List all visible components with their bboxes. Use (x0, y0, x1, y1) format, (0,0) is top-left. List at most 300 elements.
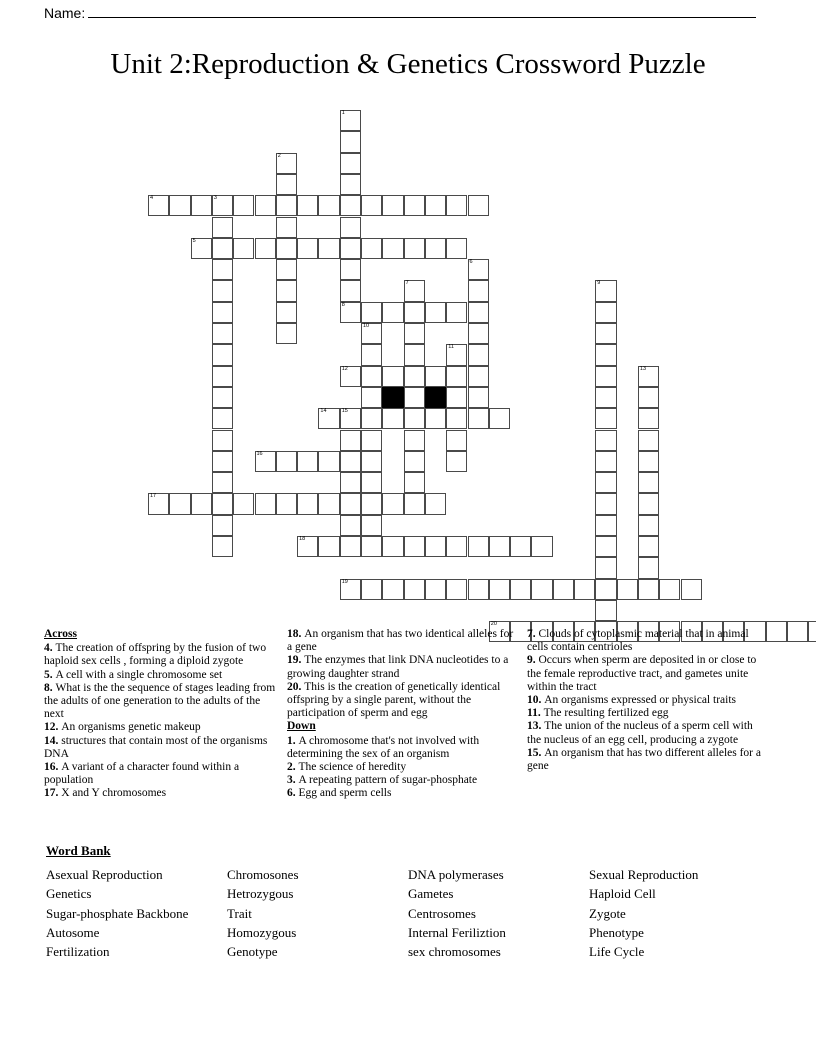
crossword-cell[interactable] (468, 280, 489, 301)
crossword-cell[interactable] (361, 323, 382, 344)
crossword-cell[interactable] (638, 451, 659, 472)
crossword-cell[interactable] (276, 302, 297, 323)
crossword-cell[interactable] (595, 472, 616, 493)
crossword-cell[interactable] (638, 472, 659, 493)
cell-number: 20 (490, 621, 497, 628)
crossword-cell[interactable] (404, 366, 425, 387)
crossword-cell[interactable] (446, 366, 467, 387)
clue-text: A variant of a character found within a population (44, 761, 240, 787)
crossword-cell[interactable] (191, 238, 212, 259)
crossword-cell[interactable] (595, 515, 616, 536)
crossword-cell[interactable] (340, 153, 361, 174)
crossword-cell[interactable] (595, 344, 616, 365)
crossword-cell[interactable] (233, 195, 254, 216)
word-bank-word[interactable]: Genotype (227, 944, 278, 960)
word-bank-column-1 (46, 865, 227, 961)
crossword-cell[interactable] (276, 493, 297, 514)
word-bank-word[interactable]: Autosome (46, 924, 100, 940)
crossword-cell[interactable] (468, 408, 489, 429)
cell-number: 1 (341, 110, 345, 116)
crossword-cell[interactable] (318, 536, 339, 557)
crossword-cell[interactable] (425, 366, 446, 387)
crossword-cell[interactable] (361, 408, 382, 429)
crossword-cell[interactable] (340, 280, 361, 301)
crossword-cell[interactable] (361, 344, 382, 365)
cell-number: 17 (150, 493, 157, 500)
crossword-cell[interactable] (659, 579, 680, 600)
word-bank-column-2 (227, 865, 408, 961)
crossword-cell[interactable] (595, 493, 616, 514)
cell-number: 11 (448, 344, 454, 351)
word-bank-word[interactable]: Life Cycle (589, 944, 645, 960)
clue-number: 20. (287, 680, 305, 693)
clue-number: 1. (287, 734, 299, 747)
crossword-cell[interactable] (404, 238, 425, 259)
crossword-cell[interactable] (531, 579, 552, 600)
crossword-cell[interactable] (212, 344, 233, 365)
crossword-cell[interactable] (297, 451, 318, 472)
clue-text: X and Y chromosomes (61, 787, 167, 800)
clue-number: 8. (44, 681, 56, 694)
crossword-cell[interactable] (276, 217, 297, 238)
crossword-cell[interactable] (468, 366, 489, 387)
clue-down-2 (287, 761, 519, 774)
clue-text: Egg and sperm cells (298, 787, 392, 800)
crossword-cell[interactable] (169, 195, 190, 216)
word-bank-word[interactable]: Homozygous (227, 924, 297, 940)
crossword-cell[interactable] (404, 344, 425, 365)
clue-down-11 (527, 707, 764, 720)
clue-text: This is the creation of genetically identical offspring by a single parent, without the participation of sperm and egg (287, 680, 501, 720)
crossword-cell[interactable] (446, 536, 467, 557)
crossword-cell[interactable] (808, 621, 816, 642)
crossword-cell[interactable] (404, 323, 425, 344)
crossword-cell[interactable] (404, 430, 425, 451)
word-bank-word[interactable]: Centrosomes (408, 905, 476, 921)
cell-number: 2 (277, 152, 281, 159)
crossword-cell[interactable] (212, 302, 233, 323)
clue-text: structures that contain most of the organisms DNA (44, 734, 268, 760)
clue-text: Clouds of cytoplasmic material that in animal cells contain centrioles (527, 628, 749, 654)
crossword-cell[interactable] (404, 451, 425, 472)
crossword-cell[interactable] (340, 302, 361, 323)
crossword-cell[interactable] (446, 579, 467, 600)
crossword-cell[interactable] (276, 323, 297, 344)
crossword-cell[interactable] (318, 408, 339, 429)
cell-number: 18 (299, 536, 306, 542)
crossword-cell[interactable] (361, 579, 382, 600)
crossword-cell[interactable] (276, 195, 297, 216)
crossword-cell[interactable] (297, 238, 318, 259)
clue-number: 10. (527, 694, 545, 707)
clue-down-1 (287, 735, 519, 761)
crossword-cell[interactable] (595, 323, 616, 344)
crossword-cell[interactable] (361, 536, 382, 557)
crossword-cell[interactable] (595, 557, 616, 578)
crossword-cell[interactable] (468, 259, 489, 280)
clue-text: What is the the sequence of stages leading from the adults of one generation to the adults of the next (44, 681, 276, 721)
crossword-cell[interactable] (340, 579, 361, 600)
cell-number: 3 (213, 195, 217, 202)
clue-number: 5. (44, 668, 56, 681)
crossword-cell[interactable] (638, 493, 659, 514)
crossword-cell[interactable] (404, 195, 425, 216)
cell-number: 7 (405, 280, 409, 287)
crossword-cell[interactable] (681, 579, 702, 600)
crossword-cell[interactable] (340, 110, 361, 131)
clue-across-16 (44, 761, 279, 787)
clue-across-18 (287, 628, 519, 654)
crossword-cell[interactable] (574, 579, 595, 600)
crossword-cell[interactable] (340, 493, 361, 514)
crossword-cell[interactable] (318, 195, 339, 216)
word-bank-word[interactable]: Asexual Reproduction (46, 867, 163, 882)
crossword-cell[interactable] (361, 302, 382, 323)
crossword-cell[interactable] (212, 259, 233, 280)
clue-across-8 (44, 682, 279, 722)
crossword-cell[interactable] (191, 195, 212, 216)
crossword-cell[interactable] (446, 238, 467, 259)
crossword-cell[interactable] (468, 195, 489, 216)
word-bank-word[interactable]: Sugar-phosphate Backbone (46, 905, 189, 921)
cell-number: 10 (363, 323, 370, 329)
crossword-cell[interactable] (191, 493, 212, 514)
crossword-cell[interactable] (361, 472, 382, 493)
crossword-cell[interactable] (638, 366, 659, 387)
clue-column-1 (44, 628, 287, 801)
word-bank-word[interactable]: Genetics (46, 886, 92, 902)
crossword-cell[interactable] (318, 493, 339, 514)
crossword-cell[interactable] (446, 387, 467, 408)
crossword-cell[interactable] (489, 579, 510, 600)
crossword-cell[interactable] (638, 515, 659, 536)
crossword-cell[interactable] (212, 430, 233, 451)
crossword-cell[interactable] (297, 493, 318, 514)
crossword-cell[interactable] (212, 451, 233, 472)
clue-text: The enzymes that link DNA nucleotides to a growing daughter strand (287, 654, 509, 680)
name-blank-line[interactable] (88, 4, 756, 18)
word-bank-grid (46, 865, 772, 961)
crossword-cell[interactable] (255, 195, 276, 216)
crossword-cell[interactable] (318, 451, 339, 472)
crossword-cell[interactable] (318, 238, 339, 259)
word-bank-section (46, 843, 772, 961)
cell-number: 6 (469, 259, 473, 266)
word-bank-word[interactable]: Trait (227, 905, 252, 921)
clue-text: An organism that has two different alleles for a gene (527, 746, 761, 773)
word-bank-word[interactable]: Fertilization (46, 944, 110, 960)
crossword-cell[interactable] (340, 238, 361, 259)
crossword-cell[interactable] (148, 195, 169, 216)
crossword-cell[interactable] (425, 238, 446, 259)
crossword-cell[interactable] (361, 387, 382, 408)
clue-text: Occurs when sperm are deposited in or close to the female reproductive tract, and gametes unite within the tract (527, 654, 757, 693)
clue-number: 17. (44, 787, 62, 800)
cell-number: 9 (597, 280, 601, 287)
crossword-cell[interactable] (382, 238, 403, 259)
word-bank-word[interactable]: Gametes (408, 886, 454, 902)
crossword-cell[interactable] (340, 195, 361, 216)
crossword-cell[interactable] (595, 302, 616, 323)
clue-number: 14. (44, 734, 62, 747)
crossword-cell[interactable] (553, 579, 574, 600)
crossword-cell[interactable] (489, 536, 510, 557)
crossword-cell[interactable] (212, 536, 233, 557)
crossword-cell[interactable] (638, 408, 659, 429)
clue-down-7 (527, 628, 764, 654)
clue-column-3 (527, 628, 772, 773)
word-bank-column-4 (589, 865, 770, 961)
crossword-cell[interactable] (340, 515, 361, 536)
crossword-block-cell (425, 387, 446, 408)
clue-text: An organism that has two identical alleles for a gene (287, 628, 514, 654)
crossword-cell[interactable] (446, 408, 467, 429)
clue-number: 4. (44, 642, 56, 655)
word-bank-word[interactable]: Phenotype (589, 924, 644, 940)
clue-text: The union of the nucleus of a sperm cell with the nucleus of an egg cell, producing a zygote (527, 720, 753, 746)
word-bank-word[interactable]: Hetrozygous (227, 886, 294, 902)
crossword-cell[interactable] (212, 408, 233, 429)
crossword-cell[interactable] (425, 408, 446, 429)
word-bank-word[interactable]: Sexual Reproduction (589, 867, 699, 882)
clue-text: The creation of offspring by the fusion of two haploid sex cells , forming a diploid zygote (44, 642, 267, 668)
crossword-cell[interactable] (595, 280, 616, 301)
clue-across-19 (287, 654, 519, 680)
crossword-cell[interactable] (595, 536, 616, 557)
clues-section (44, 628, 772, 801)
crossword-cell[interactable] (340, 131, 361, 152)
crossword-cell[interactable] (255, 238, 276, 259)
clue-across-12 (44, 721, 279, 734)
crossword-cell[interactable] (212, 493, 233, 514)
crossword-cell[interactable] (638, 536, 659, 557)
crossword-cell[interactable] (595, 408, 616, 429)
crossword-cell[interactable] (340, 472, 361, 493)
crossword-cell[interactable] (468, 387, 489, 408)
clue-number: 2. (287, 761, 299, 774)
crossword-cell[interactable] (361, 493, 382, 514)
crossword-cell[interactable] (595, 387, 616, 408)
clue-number: 16. (44, 761, 62, 774)
cell-number: 4 (150, 195, 154, 202)
crossword-cell[interactable] (425, 302, 446, 323)
crossword-cell[interactable] (510, 536, 531, 557)
crossword-cell[interactable] (233, 238, 254, 259)
crossword-cell[interactable] (638, 430, 659, 451)
clue-across-17 (44, 787, 279, 800)
cell-number: 14 (320, 408, 327, 415)
cell-number: 5 (192, 237, 196, 244)
name-label: Name: (44, 5, 86, 21)
crossword-cell[interactable] (617, 579, 638, 600)
page-title: Unit 2:Reproduction & Genetics Crossword Puzzle (110, 48, 706, 80)
crossword-cell[interactable] (233, 493, 254, 514)
crossword-cell[interactable] (276, 451, 297, 472)
cell-number: 13 (639, 365, 647, 372)
word-bank-word[interactable]: Zygote (589, 905, 626, 921)
crossword-cell[interactable] (489, 408, 510, 429)
word-bank-heading: Word Bank (46, 843, 111, 858)
crossword-cell[interactable] (297, 536, 318, 557)
word-bank-column-3 (408, 865, 589, 961)
name-row (44, 4, 756, 21)
crossword-cell[interactable] (382, 536, 403, 557)
crossword-cell[interactable] (361, 238, 382, 259)
crossword-cell[interactable] (212, 472, 233, 493)
crossword-cell[interactable] (382, 408, 403, 429)
crossword-cell[interactable] (446, 302, 467, 323)
across-heading: Across (44, 628, 78, 640)
crossword-cell[interactable] (595, 579, 616, 600)
crossword-cell[interactable] (340, 259, 361, 280)
crossword-cell[interactable] (468, 323, 489, 344)
crossword-cell[interactable] (382, 493, 403, 514)
crossword-cell[interactable] (468, 302, 489, 323)
clue-number: 6. (287, 787, 299, 800)
down-heading: Down (287, 720, 316, 733)
clue-across-4 (44, 642, 279, 668)
crossword-cell[interactable] (638, 387, 659, 408)
crossword-cell[interactable] (169, 493, 190, 514)
crossword-cell[interactable] (446, 451, 467, 472)
crossword-cell[interactable] (468, 536, 489, 557)
clue-down-9 (527, 654, 764, 694)
word-bank-word[interactable]: sex chromosomes (408, 944, 501, 960)
crossword-cell[interactable] (212, 323, 233, 344)
cell-number: 8 (341, 301, 345, 308)
clue-across-20 (287, 681, 519, 721)
crossword-cell[interactable] (404, 408, 425, 429)
crossword-cell[interactable] (361, 451, 382, 472)
crossword-cell[interactable] (468, 579, 489, 600)
crossword-cell[interactable] (595, 451, 616, 472)
word-bank-word[interactable]: Internal Feriliztion (408, 924, 506, 940)
clue-number: 15. (527, 746, 545, 759)
crossword-cell[interactable] (595, 430, 616, 451)
crossword-cell[interactable] (340, 408, 361, 429)
crossword-cell[interactable] (340, 536, 361, 557)
crossword-cell[interactable] (510, 579, 531, 600)
crossword-cell[interactable] (404, 536, 425, 557)
crossword-cell[interactable] (382, 195, 403, 216)
crossword-cell[interactable] (212, 238, 233, 259)
crossword-cell[interactable] (340, 217, 361, 238)
crossword-cell[interactable] (425, 579, 446, 600)
clue-text: The science of heredity (298, 761, 407, 774)
crossword-cell[interactable] (404, 280, 425, 301)
crossword-cell[interactable] (425, 195, 446, 216)
crossword-grid[interactable] (0, 104, 816, 634)
crossword-cell[interactable] (382, 579, 403, 600)
crossword-cell[interactable] (340, 451, 361, 472)
clue-number: 7. (527, 628, 539, 640)
clue-number: 13. (527, 720, 545, 733)
crossword-cell[interactable] (212, 280, 233, 301)
crossword-cell[interactable] (361, 195, 382, 216)
crossword-cell[interactable] (148, 493, 169, 514)
crossword-cell[interactable] (255, 451, 276, 472)
clue-number: 11. (527, 707, 544, 720)
crossword-cell[interactable] (276, 280, 297, 301)
crossword-cell[interactable] (404, 579, 425, 600)
crossword-cell[interactable] (255, 493, 276, 514)
crossword-cell[interactable] (425, 536, 446, 557)
crossword-block-cell (382, 387, 403, 408)
clue-down-13 (527, 720, 764, 746)
cell-number: 19 (341, 578, 348, 585)
crossword-cell[interactable] (276, 259, 297, 280)
crossword-cell[interactable] (276, 153, 297, 174)
crossword-cell[interactable] (446, 344, 467, 365)
crossword-cell[interactable] (595, 600, 616, 621)
clue-text: An organisms expressed or physical traits (544, 694, 736, 707)
crossword-cell[interactable] (276, 238, 297, 259)
crossword-cell[interactable] (382, 366, 403, 387)
clue-number: 9. (527, 654, 539, 667)
crossword-cell[interactable] (446, 430, 467, 451)
crossword-cell[interactable] (361, 430, 382, 451)
crossword-cell[interactable] (425, 493, 446, 514)
clue-across-5 (44, 669, 279, 682)
clue-down-3 (287, 774, 519, 787)
clue-across-14 (44, 735, 279, 761)
word-bank-word[interactable]: Haploid Cell (589, 886, 656, 902)
crossword-cell[interactable] (404, 493, 425, 514)
crossword-cell[interactable] (638, 557, 659, 578)
clue-number: 19. (287, 654, 305, 667)
crossword-cell[interactable] (212, 195, 233, 216)
crossword-cell[interactable] (468, 344, 489, 365)
clue-down-6 (287, 787, 519, 800)
crossword-cell[interactable] (404, 387, 425, 408)
crossword-cell[interactable] (404, 302, 425, 323)
cell-number: 16 (256, 450, 263, 457)
clue-down-10 (527, 694, 764, 707)
clue-text: A repeating pattern of sugar-phosphate (298, 774, 478, 787)
clue-text: A chromosome that's not involved with determining the sex of an organism (287, 734, 480, 760)
word-bank-word[interactable]: DNA polymerases (408, 867, 504, 882)
clue-text: A cell with a single chromosome set (55, 668, 223, 681)
clue-text: The resulting fertilized egg (543, 707, 669, 720)
crossword-cell[interactable] (340, 366, 361, 387)
word-bank-word[interactable]: Chromosones (227, 867, 299, 882)
crossword-cell[interactable] (361, 515, 382, 536)
crossword-cell[interactable] (297, 195, 318, 216)
crossword-cell[interactable] (361, 366, 382, 387)
crossword-cell[interactable] (212, 366, 233, 387)
clue-down-15 (527, 747, 764, 773)
crossword-cell[interactable] (212, 515, 233, 536)
clue-number: 18. (287, 628, 305, 640)
crossword-cell[interactable] (340, 174, 361, 195)
crossword-cell[interactable] (382, 302, 403, 323)
cell-number: 15 (341, 408, 348, 415)
crossword-cell[interactable] (276, 174, 297, 195)
clue-number: 12. (44, 721, 62, 734)
crossword-cell[interactable] (340, 430, 361, 451)
clue-column-2 (287, 628, 527, 801)
cell-number: 12 (341, 365, 348, 372)
crossword-cell[interactable] (595, 366, 616, 387)
crossword-cell[interactable] (404, 472, 425, 493)
crossword-cell[interactable] (212, 387, 233, 408)
clue-text: An organisms genetic makeup (61, 721, 201, 734)
crossword-cell[interactable] (446, 195, 467, 216)
crossword-cell[interactable] (787, 621, 808, 642)
crossword-cell[interactable] (212, 217, 233, 238)
crossword-cell[interactable] (531, 536, 552, 557)
crossword-cell[interactable] (638, 579, 659, 600)
